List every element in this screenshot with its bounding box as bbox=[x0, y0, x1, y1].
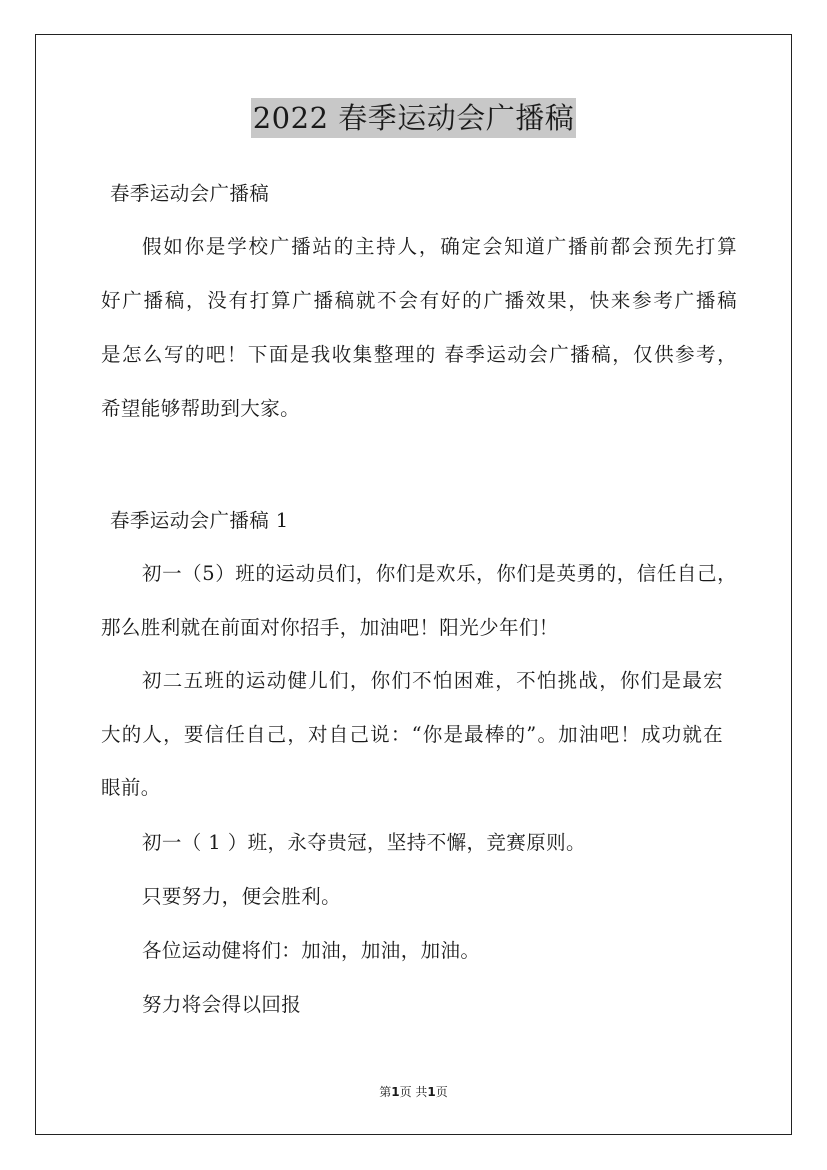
paragraph-line: 初一（5）班的运动员们，你们是欢乐，你们是英勇的，信任自己， bbox=[142, 562, 737, 585]
page-current: 1 bbox=[391, 1085, 400, 1099]
paragraph-line: 各位运动健将们：加油，加油，加油。 bbox=[142, 939, 481, 962]
paragraph-line: 眼前。 bbox=[101, 776, 161, 799]
page-number bbox=[0, 1084, 827, 1100]
paragraph-line: 希望能够帮助到大家。 bbox=[101, 397, 301, 420]
section-heading: 春季运动会广播稿 1 bbox=[110, 509, 289, 532]
title-container bbox=[0, 98, 827, 138]
page-total: 1 bbox=[427, 1085, 436, 1099]
page-prefix: 第 bbox=[379, 1085, 392, 1099]
paragraph-line: 努力将会得以回报 bbox=[142, 993, 302, 1016]
page-suffix: 页 bbox=[435, 1085, 448, 1099]
paragraph-line: 初一（ 1 ）班，永夺贵冠，坚持不懈，竞赛原则。 bbox=[142, 831, 586, 854]
paragraph-line: 大的人，要信任自己，对自己说：“你是最棒的”。加油吧！成功就在 bbox=[101, 723, 723, 746]
document-title: 2022 春季运动会广播稿 bbox=[251, 98, 577, 138]
section-heading: 春季运动会广播稿 bbox=[110, 182, 270, 205]
paragraph-line: 初二五班的运动健儿们，你们不怕困难，不怕挑战，你们是最宏 bbox=[142, 669, 723, 692]
page-mid: 页 共 bbox=[399, 1085, 428, 1099]
paragraph-line: 假如你是学校广播站的主持人，确定会知道广播前都会预先打算 bbox=[142, 235, 737, 258]
paragraph-line: 那么胜利就在前面对你招手，加油吧！阳光少年们！ bbox=[101, 616, 559, 639]
paragraph-line: 只要努力，便会胜利。 bbox=[142, 885, 342, 908]
paragraph-line: 是怎么写的吧！下面是我收集整理的 春季运动会广播稿，仅供参考， bbox=[101, 343, 737, 366]
paragraph-line: 好广播稿，没有打算广播稿就不会有好的广播效果，快来参考广播稿 bbox=[101, 289, 737, 312]
